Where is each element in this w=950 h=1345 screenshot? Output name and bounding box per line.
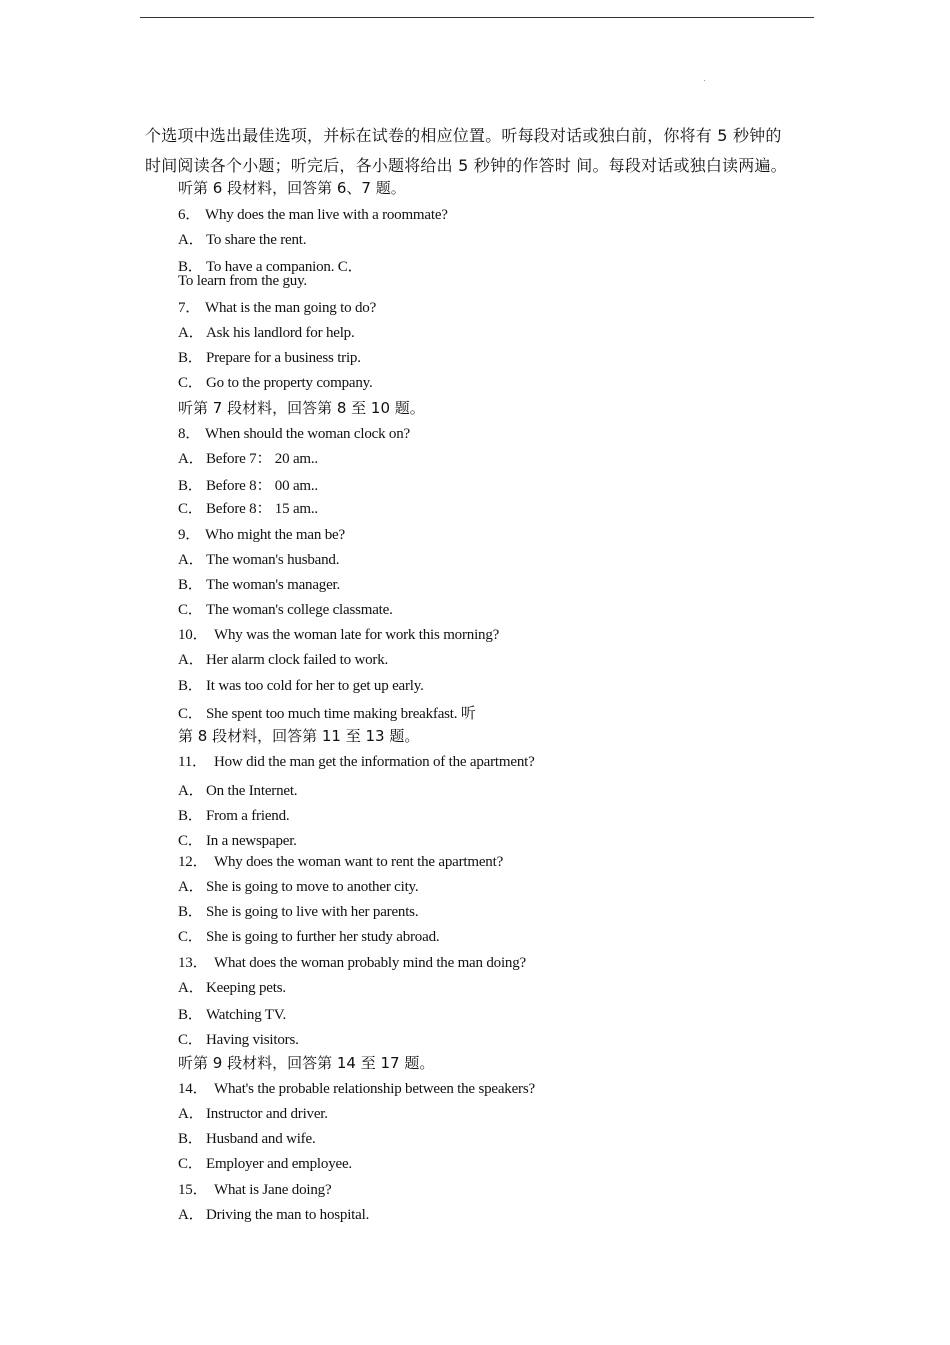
question-text: Why does the man live with a roommate? [205, 207, 448, 223]
option-label: B． [178, 577, 203, 593]
section-heading: 听第 9 段材料，回答第 14 至 17 题。 [178, 1054, 435, 1072]
option-text: To have a companion. C． [206, 259, 363, 275]
option-text: Prepare for a business trip. [206, 350, 361, 366]
option-label: A． [178, 552, 204, 568]
option-text: Keeping pets. [206, 980, 286, 996]
option-continuation: To learn from the guy. [178, 273, 307, 289]
option-text: Before 7： 20 am.. [206, 451, 318, 467]
option-label: C． [178, 1032, 203, 1048]
question-text: When should the woman clock on? [205, 426, 410, 442]
option-label: B． [178, 904, 203, 920]
question [178, 1178, 331, 1199]
question [178, 850, 503, 871]
option-text: Employer and employee. [206, 1156, 352, 1172]
question-number: 8． [178, 426, 201, 442]
option-text: Ask his landlord for help. [206, 325, 355, 341]
question-number: 12． [178, 854, 208, 870]
answer-option [178, 573, 340, 594]
option-text: It was too cold for her to get up early. [206, 678, 424, 694]
question [178, 623, 499, 644]
question-text: Who might the man be? [205, 527, 345, 543]
question-text: What does the woman probably mind the man doing? [214, 955, 526, 971]
option-label: B． [178, 350, 203, 366]
question [178, 523, 345, 544]
question-number: 14． [178, 1081, 208, 1097]
option-text: She spent too much time making breakfast. 听 [206, 706, 476, 722]
option-label: A． [178, 783, 204, 799]
option-label: C． [178, 602, 203, 618]
option-text: Instructor and driver. [206, 1106, 328, 1122]
option-label: B． [178, 1131, 203, 1147]
question-text: Why does the woman want to rent the apartment? [214, 854, 504, 870]
question-text: What is the man going to do? [205, 300, 377, 316]
section-heading: 听第 7 段材料，回答第 8 至 10 题。 [178, 399, 425, 417]
option-text: She is going to move to another city. [206, 879, 419, 895]
option-label: B． [178, 259, 203, 275]
option-label: A． [178, 1106, 204, 1122]
option-label: C． [178, 706, 203, 722]
question-text: Why was the woman late for work this morning? [214, 627, 500, 643]
option-text: Before 8： 15 am.. [206, 501, 318, 517]
option-label: A． [178, 1207, 204, 1223]
answer-option [178, 474, 318, 495]
option-text: The woman's husband. [206, 552, 340, 568]
answer-option [178, 804, 289, 825]
answer-option [178, 1028, 299, 1049]
option-label: C． [178, 501, 203, 517]
question-number: 9． [178, 527, 201, 543]
answer-option [178, 925, 439, 946]
answer-option [178, 1127, 316, 1148]
answer-option [178, 1102, 328, 1123]
option-label: A． [178, 325, 204, 341]
question-number: 15． [178, 1182, 208, 1198]
question [178, 1077, 535, 1098]
section-heading: 第 8 段材料，回答第 11 至 13 题。 [178, 727, 420, 745]
option-label: B． [178, 478, 203, 494]
answer-option [178, 321, 355, 342]
answer-option [178, 900, 418, 921]
option-text: The woman's manager. [206, 577, 341, 593]
answer-option [178, 648, 388, 669]
answer-option [178, 371, 373, 392]
question [178, 951, 526, 972]
option-label: C． [178, 929, 203, 945]
option-text: Go to the property company. [206, 375, 373, 391]
option-label: A． [178, 451, 204, 467]
question-text: How did the man get the information of the apartment? [214, 754, 535, 770]
question-text: What is Jane doing? [214, 1182, 332, 1198]
option-text: Husband and wife. [206, 1131, 316, 1147]
answer-option [178, 548, 339, 569]
question-number: 10． [178, 627, 208, 643]
speck [704, 80, 705, 81]
answer-option [178, 702, 476, 723]
option-text: Her alarm clock failed to work. [206, 652, 389, 668]
option-text: On the Internet. [206, 783, 298, 799]
option-text: She is going to live with her parents. [206, 904, 419, 920]
question [178, 422, 410, 443]
option-label: A． [178, 652, 204, 668]
question-number: 13． [178, 955, 208, 971]
option-text: Before 8： 00 am.. [206, 478, 318, 494]
answer-option [178, 674, 424, 695]
instructions-line-1: 个选项中选出最佳选项，并标在试卷的相应位置。听每段对话或独白前，你将有 5 秒钟的 [145, 126, 782, 145]
option-text: Watching TV. [206, 1007, 286, 1023]
option-text: From a friend. [206, 808, 290, 824]
option-label: B． [178, 808, 203, 824]
option-label: C． [178, 833, 203, 849]
option-text: To share the rent. [206, 232, 307, 248]
answer-option [178, 1003, 286, 1024]
option-text: She is going to further her study abroad. [206, 929, 440, 945]
option-text: Having visitors. [206, 1032, 299, 1048]
option-text: The woman's college classmate. [206, 602, 393, 618]
option-label: A． [178, 879, 204, 895]
answer-option [178, 779, 297, 800]
question-number: 7． [178, 300, 201, 316]
question-number: 11． [178, 754, 207, 770]
section-heading: 听第 6 段材料，回答第 6、7 题。 [178, 179, 406, 197]
instructions-line-2: 时间阅读各个小题；听完后，各小题将给出 5 秒钟的作答时 间。每段对话或独白读两遍。 [145, 156, 787, 175]
question-text: What's the probable relationship between the speakers? [214, 1081, 535, 1097]
option-label: C． [178, 1156, 203, 1172]
question [178, 750, 535, 771]
option-label: C． [178, 375, 203, 391]
answer-option [178, 829, 297, 850]
answer-option [178, 976, 286, 997]
question-number: 6． [178, 207, 201, 223]
answer-option [178, 1203, 369, 1224]
option-label: A． [178, 980, 204, 996]
question [178, 203, 448, 224]
answer-option [178, 346, 361, 367]
answer-option [178, 447, 318, 468]
option-label: B． [178, 1007, 203, 1023]
answer-option [178, 875, 418, 896]
answer-option [178, 598, 393, 619]
option-text: In a newspaper. [206, 833, 297, 849]
option-label: B． [178, 678, 203, 694]
option-label: A． [178, 232, 204, 248]
header-rule [140, 17, 814, 18]
answer-option [178, 1152, 352, 1173]
answer-option [178, 228, 306, 249]
answer-option [178, 497, 318, 518]
question [178, 296, 376, 317]
option-text: Driving the man to hospital. [206, 1207, 370, 1223]
